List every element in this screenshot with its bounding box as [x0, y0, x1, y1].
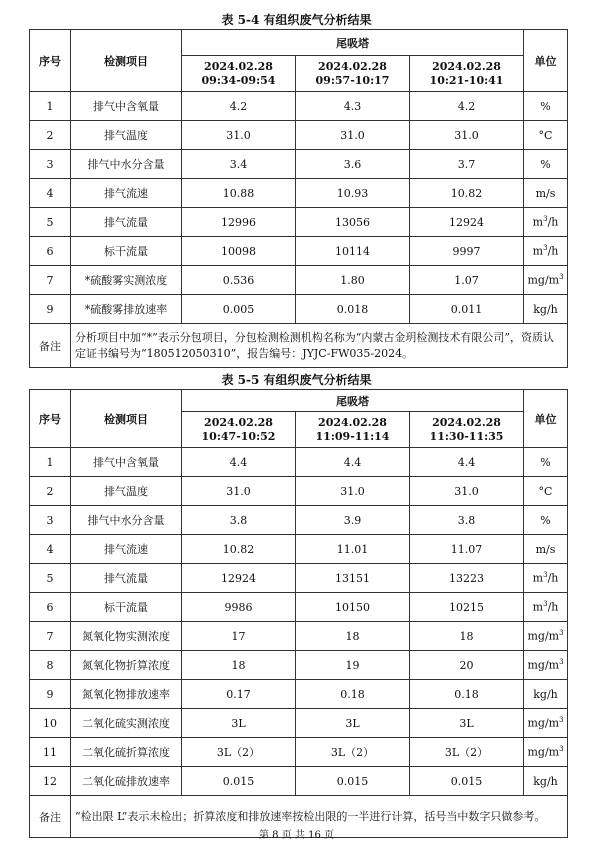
row-item: 排气流量 — [71, 564, 182, 593]
table-row — [30, 179, 568, 208]
value-1: 10.88 — [182, 179, 296, 208]
row-unit — [524, 121, 568, 150]
value-3: 10.82 — [410, 179, 524, 208]
header-time-2 — [296, 56, 410, 92]
row-item: 排气中含氧量 — [71, 448, 182, 477]
table-row — [30, 738, 568, 767]
header-time-1 — [182, 56, 296, 92]
table1-caption: 表 5-4 有组织废气分析结果 — [221, 13, 372, 27]
value-2: 18 — [296, 622, 410, 651]
page-footer: 第 8 页 共 16 页 — [259, 830, 334, 841]
value-2: 0.18 — [296, 680, 410, 709]
header-time-3 — [410, 56, 524, 92]
unit-superscript: 3 — [543, 244, 548, 253]
value-3: 4.2 — [410, 92, 524, 121]
header-time-2 — [296, 412, 410, 448]
unit-suffix: /h — [547, 600, 559, 614]
table-row — [30, 448, 568, 477]
row-number: 7 — [30, 266, 71, 295]
header-unit: 单位 — [524, 30, 568, 92]
row-number: 3 — [30, 506, 71, 535]
unit-text: mg/m — [527, 745, 560, 759]
value-3: 3L（2） — [410, 738, 524, 767]
table-row — [30, 564, 568, 593]
unit-text: mg/m — [527, 658, 560, 672]
note-text: “检出限 L”表示未检出；折算浓度和排放速率按检出限的一半进行计算，括号当中数字只做参考。 — [71, 796, 568, 838]
row-number: 8 — [30, 651, 71, 680]
unit-text: mg/m — [527, 629, 560, 643]
value-2: 11.01 — [296, 535, 410, 564]
date: 2024.02.28 — [204, 415, 273, 429]
table1 — [29, 29, 568, 368]
unit-text: °C — [538, 484, 553, 498]
value-2: 0.018 — [296, 295, 410, 324]
table-row — [30, 506, 568, 535]
value-3: 3.7 — [410, 150, 524, 179]
unit-superscript: 3 — [559, 716, 564, 725]
row-number: 2 — [30, 121, 71, 150]
unit-text: m — [532, 571, 544, 585]
table-row — [30, 709, 568, 738]
value-3: 18 — [410, 622, 524, 651]
value-2: 1.80 — [296, 266, 410, 295]
header-seq: 序号 — [30, 30, 71, 92]
unit-suffix: /h — [547, 215, 559, 229]
unit-text: mg/m — [527, 716, 560, 730]
unit-superscript: 3 — [559, 658, 564, 667]
unit-text: m — [532, 215, 544, 229]
row-item: *硫酸雾实测浓度 — [71, 266, 182, 295]
value-1: 10.82 — [182, 535, 296, 564]
unit-text: % — [540, 99, 551, 113]
unit-text: °C — [538, 128, 553, 142]
table-row — [30, 477, 568, 506]
value-3: 3.8 — [410, 506, 524, 535]
value-2: 3.9 — [296, 506, 410, 535]
header-unit: 单位 — [524, 390, 568, 448]
unit-text: kg/h — [533, 302, 558, 316]
row-unit — [524, 709, 568, 738]
table-row — [30, 651, 568, 680]
unit-superscript: 3 — [559, 745, 564, 754]
row-number: 7 — [30, 622, 71, 651]
header-time-1 — [182, 412, 296, 448]
date: 2024.02.28 — [318, 415, 387, 429]
time: 10:47-10:52 — [201, 429, 276, 443]
value-1: 4.2 — [182, 92, 296, 121]
value-3: 0.015 — [410, 767, 524, 796]
row-unit — [524, 150, 568, 179]
row-number: 10 — [30, 709, 71, 738]
value-2: 0.015 — [296, 767, 410, 796]
row-number: 4 — [30, 179, 71, 208]
unit-superscript: 3 — [543, 215, 548, 224]
value-1: 0.015 — [182, 767, 296, 796]
value-3: 10215 — [410, 593, 524, 622]
table2 — [29, 389, 568, 838]
value-3: 0.011 — [410, 295, 524, 324]
row-unit — [524, 266, 568, 295]
value-3: 31.0 — [410, 121, 524, 150]
row-item: 排气流速 — [71, 179, 182, 208]
value-1: 0.17 — [182, 680, 296, 709]
row-unit — [524, 564, 568, 593]
note-text: 分析项目中加“*”表示分包项目，分包检测检测机构名称为“内蒙古金玥检测技术有限公司”，资质认定证书编号为“180512050310”，报告编号：JYJC-FW035-2024。 — [71, 324, 568, 368]
value-1: 3L（2） — [182, 738, 296, 767]
value-3: 3L — [410, 709, 524, 738]
value-2: 10.93 — [296, 179, 410, 208]
value-2: 10114 — [296, 237, 410, 266]
row-number: 6 — [30, 237, 71, 266]
row-unit — [524, 506, 568, 535]
value-1: 12924 — [182, 564, 296, 593]
row-number: 9 — [30, 295, 71, 324]
row-item: 氮氧化物排放速率 — [71, 680, 182, 709]
unit-text: % — [540, 513, 551, 527]
header-time-3 — [410, 412, 524, 448]
table2-caption: 表 5-5 有组织废气分析结果 — [221, 373, 372, 387]
unit-text: kg/h — [533, 687, 558, 701]
time: 11:30-11:35 — [429, 429, 504, 443]
value-1: 17 — [182, 622, 296, 651]
time: 09:34-09:54 — [201, 73, 276, 87]
row-item: 排气温度 — [71, 477, 182, 506]
header-seq: 序号 — [30, 390, 71, 448]
unit-text: % — [540, 455, 551, 469]
row-item: 氮氧化物实测浓度 — [71, 622, 182, 651]
value-1: 12996 — [182, 208, 296, 237]
value-2: 19 — [296, 651, 410, 680]
row-item: 排气温度 — [71, 121, 182, 150]
value-2: 3L — [296, 709, 410, 738]
row-unit — [524, 448, 568, 477]
row-item: 排气中含氧量 — [71, 92, 182, 121]
value-1: 3L — [182, 709, 296, 738]
table-row — [30, 593, 568, 622]
unit-text: mg/m — [527, 273, 560, 287]
table-row — [30, 680, 568, 709]
value-3: 1.07 — [410, 266, 524, 295]
table-row — [30, 295, 568, 324]
value-3: 0.18 — [410, 680, 524, 709]
row-item: 标干流量 — [71, 237, 182, 266]
value-3: 11.07 — [410, 535, 524, 564]
value-1: 0.005 — [182, 295, 296, 324]
table-row — [30, 622, 568, 651]
table-row — [30, 767, 568, 796]
value-2: 10150 — [296, 593, 410, 622]
row-number: 2 — [30, 477, 71, 506]
row-item: 二氧化硫折算浓度 — [71, 738, 182, 767]
row-unit — [524, 295, 568, 324]
row-unit — [524, 738, 568, 767]
row-unit — [524, 767, 568, 796]
row-item: 排气流量 — [71, 208, 182, 237]
table-row — [30, 150, 568, 179]
note-label: 备注 — [30, 796, 71, 838]
value-3: 31.0 — [410, 477, 524, 506]
value-2: 31.0 — [296, 121, 410, 150]
note-label: 备注 — [30, 324, 71, 368]
table-row — [30, 535, 568, 564]
unit-suffix: /h — [547, 244, 559, 258]
value-2: 3.6 — [296, 150, 410, 179]
row-unit — [524, 477, 568, 506]
unit-text: m — [532, 244, 544, 258]
row-number: 5 — [30, 564, 71, 593]
row-unit — [524, 651, 568, 680]
value-3: 4.4 — [410, 448, 524, 477]
value-2: 4.3 — [296, 92, 410, 121]
row-item: 排气中水分含量 — [71, 150, 182, 179]
value-2: 3L（2） — [296, 738, 410, 767]
row-number: 4 — [30, 535, 71, 564]
row-unit — [524, 680, 568, 709]
row-unit — [524, 92, 568, 121]
row-item: *硫酸雾排放速率 — [71, 295, 182, 324]
date: 2024.02.28 — [432, 415, 501, 429]
row-number: 6 — [30, 593, 71, 622]
unit-text: kg/h — [533, 774, 558, 788]
unit-text: m/s — [535, 542, 556, 556]
time: 11:09-11:14 — [315, 429, 390, 443]
row-number: 11 — [30, 738, 71, 767]
row-unit — [524, 535, 568, 564]
time: 10:21-10:41 — [429, 73, 504, 87]
unit-text: m — [532, 600, 544, 614]
value-3: 20 — [410, 651, 524, 680]
row-item: 二氧化硫排放速率 — [71, 767, 182, 796]
table-row — [30, 92, 568, 121]
table-row — [30, 121, 568, 150]
value-3: 12924 — [410, 208, 524, 237]
value-1: 18 — [182, 651, 296, 680]
value-2: 4.4 — [296, 448, 410, 477]
row-unit — [524, 622, 568, 651]
value-2: 31.0 — [296, 477, 410, 506]
row-number: 5 — [30, 208, 71, 237]
value-1: 3.4 — [182, 150, 296, 179]
value-1: 3.8 — [182, 506, 296, 535]
value-1: 10098 — [182, 237, 296, 266]
header-item: 检测项目 — [71, 390, 182, 448]
unit-superscript: 3 — [543, 600, 548, 609]
value-1: 31.0 — [182, 477, 296, 506]
unit-text: % — [540, 157, 551, 171]
value-1: 9986 — [182, 593, 296, 622]
header-location: 尾吸塔 — [182, 390, 524, 412]
time: 09:57-10:17 — [315, 73, 390, 87]
table-row — [30, 237, 568, 266]
value-2: 13151 — [296, 564, 410, 593]
row-number: 9 — [30, 680, 71, 709]
unit-text: m/s — [535, 186, 556, 200]
unit-superscript: 3 — [543, 571, 548, 580]
value-1: 0.536 — [182, 266, 296, 295]
row-number: 12 — [30, 767, 71, 796]
row-number: 1 — [30, 448, 71, 477]
value-2: 13056 — [296, 208, 410, 237]
date: 2024.02.28 — [432, 59, 501, 73]
value-3: 13223 — [410, 564, 524, 593]
row-unit — [524, 179, 568, 208]
row-item: 氮氧化物折算浓度 — [71, 651, 182, 680]
value-3: 9997 — [410, 237, 524, 266]
unit-superscript: 3 — [559, 273, 564, 282]
date: 2024.02.28 — [204, 59, 273, 73]
unit-suffix: /h — [547, 571, 559, 585]
unit-superscript: 3 — [559, 629, 564, 638]
value-1: 31.0 — [182, 121, 296, 150]
header-item: 检测项目 — [71, 30, 182, 92]
row-number: 3 — [30, 150, 71, 179]
row-unit — [524, 208, 568, 237]
row-item: 二氧化硫实测浓度 — [71, 709, 182, 738]
row-unit — [524, 237, 568, 266]
table-row — [30, 208, 568, 237]
row-number: 1 — [30, 92, 71, 121]
table-row — [30, 266, 568, 295]
row-item: 排气流速 — [71, 535, 182, 564]
header-location: 尾吸塔 — [182, 30, 524, 56]
row-item: 排气中水分含量 — [71, 506, 182, 535]
date: 2024.02.28 — [318, 59, 387, 73]
row-item: 标干流量 — [71, 593, 182, 622]
row-unit — [524, 593, 568, 622]
value-1: 4.4 — [182, 448, 296, 477]
